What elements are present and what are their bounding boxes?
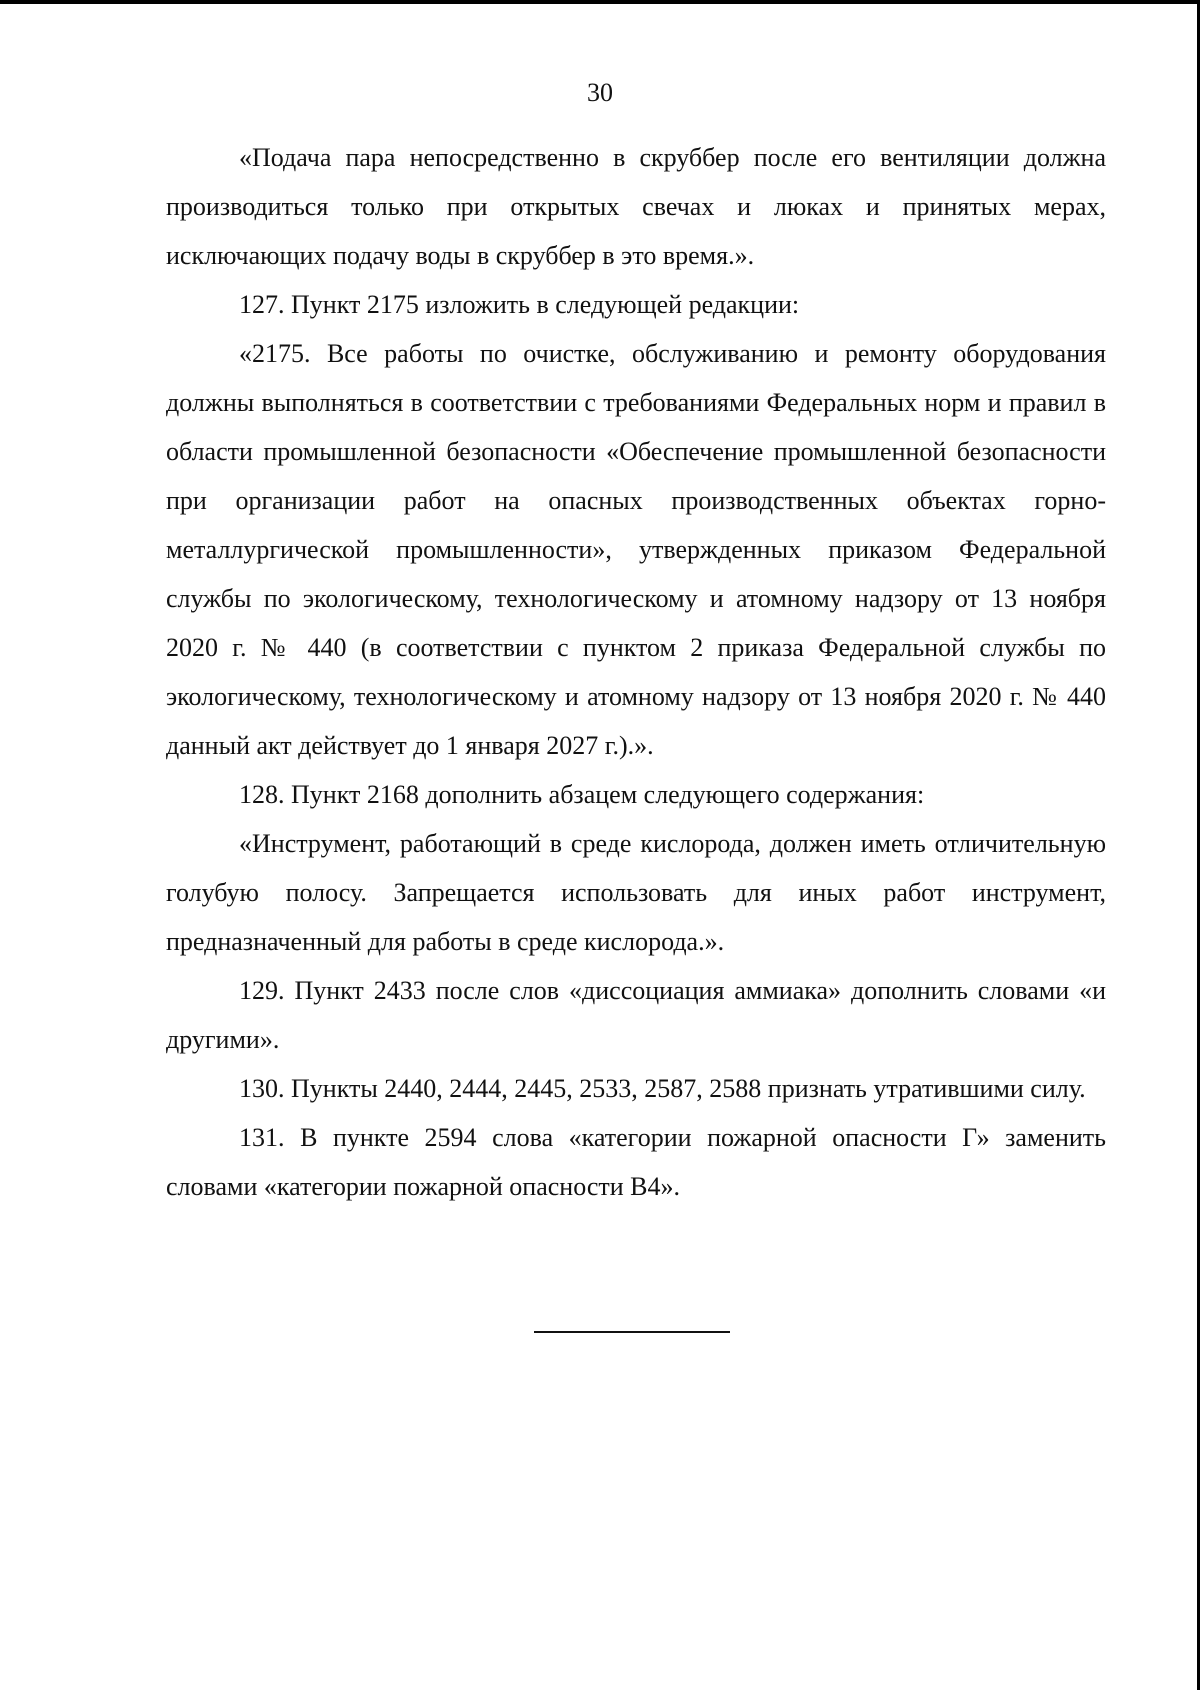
paragraph-oxygen-tool: «Инструмент, работающий в среде кислорода, должен иметь отличительную голубую полосу. Запрещается использовать для иных работ инструмент, предназначенный для работы в среде кислорода.». bbox=[166, 829, 1106, 956]
paragraph-item-129: 129. Пункт 2433 после слов «диссоциация аммиака» дополнить словами «и другими». bbox=[166, 976, 1106, 1054]
document-body bbox=[166, 133, 1106, 1211]
end-separator-line bbox=[534, 1331, 730, 1333]
paragraph-steam-supply: «Подача пара непосредственно в скруббер после его вентиляции должна производиться только при открытых свечах и люках и принятых мерах, исключающих подачу воды в скруббер в это время.». bbox=[166, 143, 1106, 270]
paragraph-item-131: 131. В пункте 2594 слова «категории пожарной опасности Г» заменить словами «категории пожарной опасности В4». bbox=[166, 1123, 1106, 1201]
paragraph-item-127: 127. Пункт 2175 изложить в следующей редакции: bbox=[239, 290, 800, 319]
paragraph-item-2175-text: «2175. Все работы по очистке, обслуживанию и ремонту оборудования должны выполняться в соответствии с требованиями Федеральных норм и правил в области промышленной безопасности «Обеспечение промышленной безопасности при организации работ на опасных производственных объектах горно-металлургической промышленности», утвержденных приказом Федеральной службы по экологическому, технологическому и атомному надзору от 13 ноября 2020 г. № 440 (в соответствии с пунктом 2 приказа Федеральной службы по экологическому, технологическому и атомному надзору от 13 ноября 2020 г. № 440 данный акт действует до 1 января 2027 г.).». bbox=[166, 339, 1106, 760]
scan-edge-top bbox=[0, 0, 1200, 4]
paragraph-item-128: 128. Пункт 2168 дополнить абзацем следующего содержания: bbox=[239, 780, 925, 809]
page-number: 30 bbox=[587, 78, 613, 107]
paragraph-item-130: 130. Пункты 2440, 2444, 2445, 2533, 2587, 2588 признать утратившими силу. bbox=[239, 1074, 1086, 1103]
